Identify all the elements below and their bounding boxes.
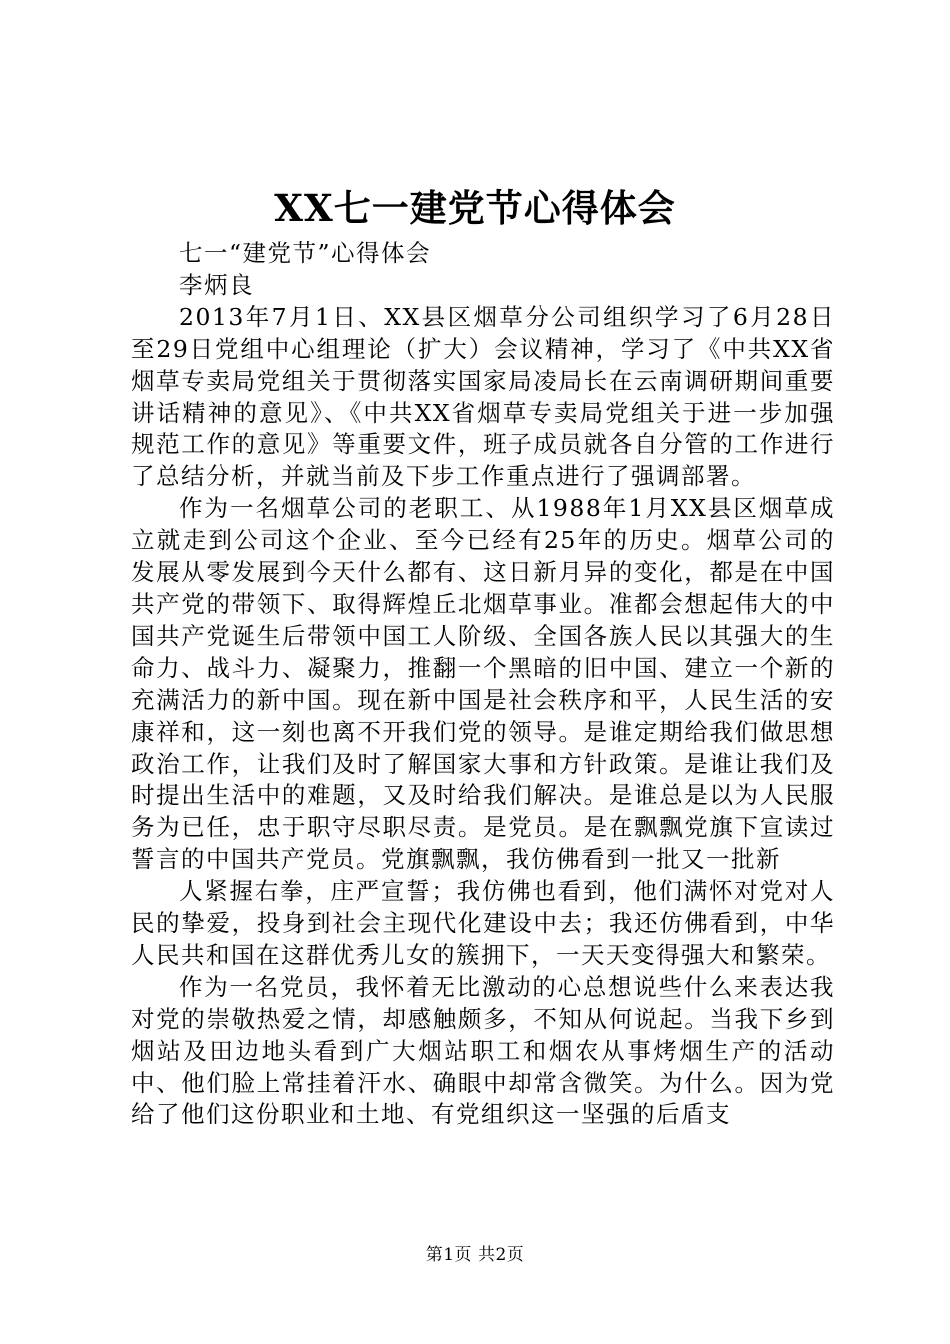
body-paragraph: 人紧握右拳，庄严宣誓；我仿佛也看到，他们满怀对党对人民的挚爱，投身到社会主现代化建设中去；我还仿佛看到，中华人民共和国在这群优秀儿女的簇拥下，一天天变得强大和繁荣。 [131,877,835,969]
page-footer: 第1页 共2页 [425,1245,525,1265]
author-paragraph: 李炳良 [179,270,254,299]
body-paragraph: 作为一名烟草公司的老职工、从1988年1月XX县区烟草成立就走到公司这个企业、至今已经有25年的历史。烟草公司的发展从零发展到今天什么都有、这日新月异的变化，都是在中国共产党的带领下、取得辉煌丘北烟草事业。准都会想起伟大的中国共产党诞生后带领中国工人阶级、全国各族人民以其强大的生命力、战斗力、凝聚力，推翻一个黑暗的旧中国、建立一个新的充满活力的新中国。现在新中国是社会秩序和平，人民生活的安康祥和，这一刻也离不开我们党的领导。是谁定期给我们做思想政治工作，让我们及时了解国家大事和方针政策。是谁让我们及时提出生活中的难题，又及时给我们解决。是谁总是以为人民服务为已任，忠于职守尽职尽责。是党员。是在飘飘党旗下宣读过誓言的中国共产党员。党旗飘飘，我仿佛看到一批又一批新 [131,494,835,874]
document-body [131,238,835,1131]
body-paragraph: 2013年7月1日、XX县区烟草分公司组织学习了6月28日至29日党组中心组理论（扩大）会议精神，学习了《中共XX省烟草专卖局党组关于贯彻落实国家局凌局长在云南调研期间重要讲话精神的意见》、《中共XX省烟草专卖局党组关于进一步加强规范工作的意见》等重要文件，班子成员就各自分管的工作进行了总结分析，并就当前及下步工作重点进行了强调部署。 [131,302,835,491]
body-paragraph: 作为一名党员，我怀着无比激动的心总想说些什么来表达我对党的崇敬热爱之情，却感触颇多，不知从何说起。当我下乡到烟站及田边地头看到广大烟站职工和烟农从事烤烟生产的活动中、他们脸上常挂着汗水、确眼中却常含微笑。为什么。因为党给了他们这份职业和土地、有党组织这一坚强的后盾支 [131,972,835,1129]
document-title: XX七一建党节心得体会 [274,186,676,230]
subtitle-paragraph: 七一“建党节”心得体会 [179,239,432,267]
